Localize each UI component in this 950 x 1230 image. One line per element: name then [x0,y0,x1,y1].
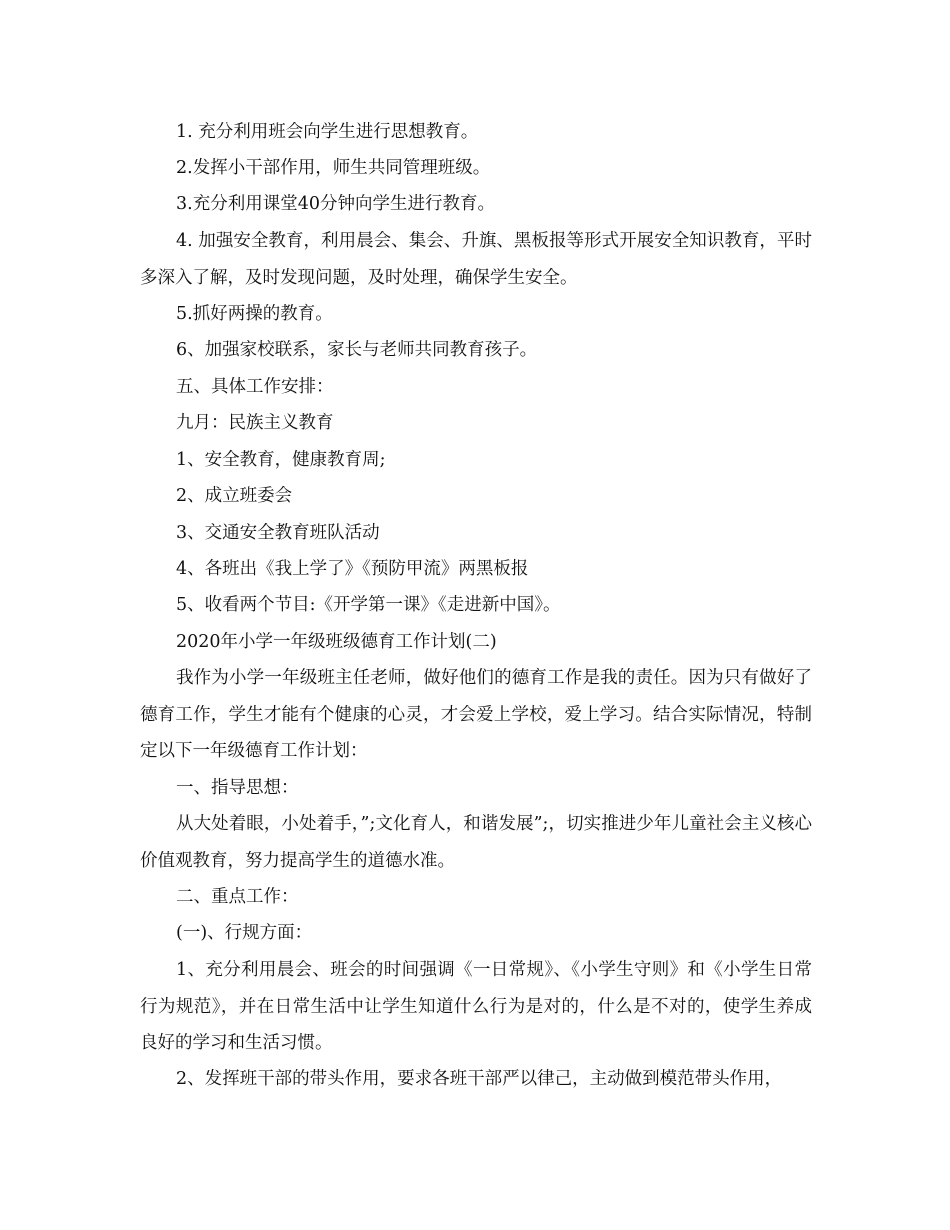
subsection-heading-conduct: (一)、行规方面： [176,923,313,943]
paragraph-6: 6、加强家校联系，家长与老师共同教育孩子。 [176,340,538,360]
paragraph-conduct-1: 1、充分利用晨会、班会的时间强调《一日常规》、《小学生守则》和《小学生日常行为规范》，并在日常生活中让学生知道什么行为是对的，什么是不对的，使学生养成良好的学习和生活习惯。 [140,960,812,1053]
paragraph-intro: 我作为小学一年级班主任老师，做好他们的德育工作是我的责任。因为只有做好了德育工作，学生才能有个健康的心灵，才会爱上学校，爱上学习。结合实际情况，特制定以下一年级德育工作计划： [140,668,812,761]
paragraph-2: 2.发挥小干部作用，师生共同管理班级。 [176,158,491,178]
section-heading-guiding-thought: 一、指导思想： [176,778,299,798]
paragraph-13: 5、收看两个节目:《开学第一课》《走进新中国》。 [176,595,561,615]
paragraph-5: 5.抓好两操的教育。 [176,304,333,324]
section-heading-schedule: 五、具体工作安排： [176,377,334,397]
paragraph-1: 1. 充分利用班会向学生进行思想教育。 [176,122,479,142]
paragraph-4: 4. 加强安全教育，利用晨会、集会、升旗、黑板报等形式开展安全知识教育，平时多深入了解，及时发现问题，及时处理，确保学生安全。 [140,231,812,288]
paragraph-guiding-thought: 从大处着眼，小处着手，”;文化育人，和谐发展”;，切实推进少年儿童社会主义核心价值观教育，努力提高学生的道德水准。 [140,814,812,871]
section-title-plan-2: 2020年小学一年级班级德育工作计划(二) [176,632,497,652]
paragraph-september: 九月：民族主义教育 [176,413,334,433]
paragraph-9: 1、安全教育，健康教育周; [176,450,386,470]
paragraph-3: 3.充分利用课堂40分钟向学生进行教育。 [176,194,495,214]
section-heading-key-work: 二、重点工作： [176,887,299,907]
paragraph-12: 4、各班出《我上学了》《预防甲流》两黑板报 [176,559,529,579]
paragraph-conduct-2: 2、发挥班干部的带头作用，要求各班干部严以律己，主动做到模范带头作用， [176,1069,783,1089]
paragraph-11: 3、交通安全教育班队活动 [176,523,380,543]
paragraph-10: 2、成立班委会 [176,486,293,506]
